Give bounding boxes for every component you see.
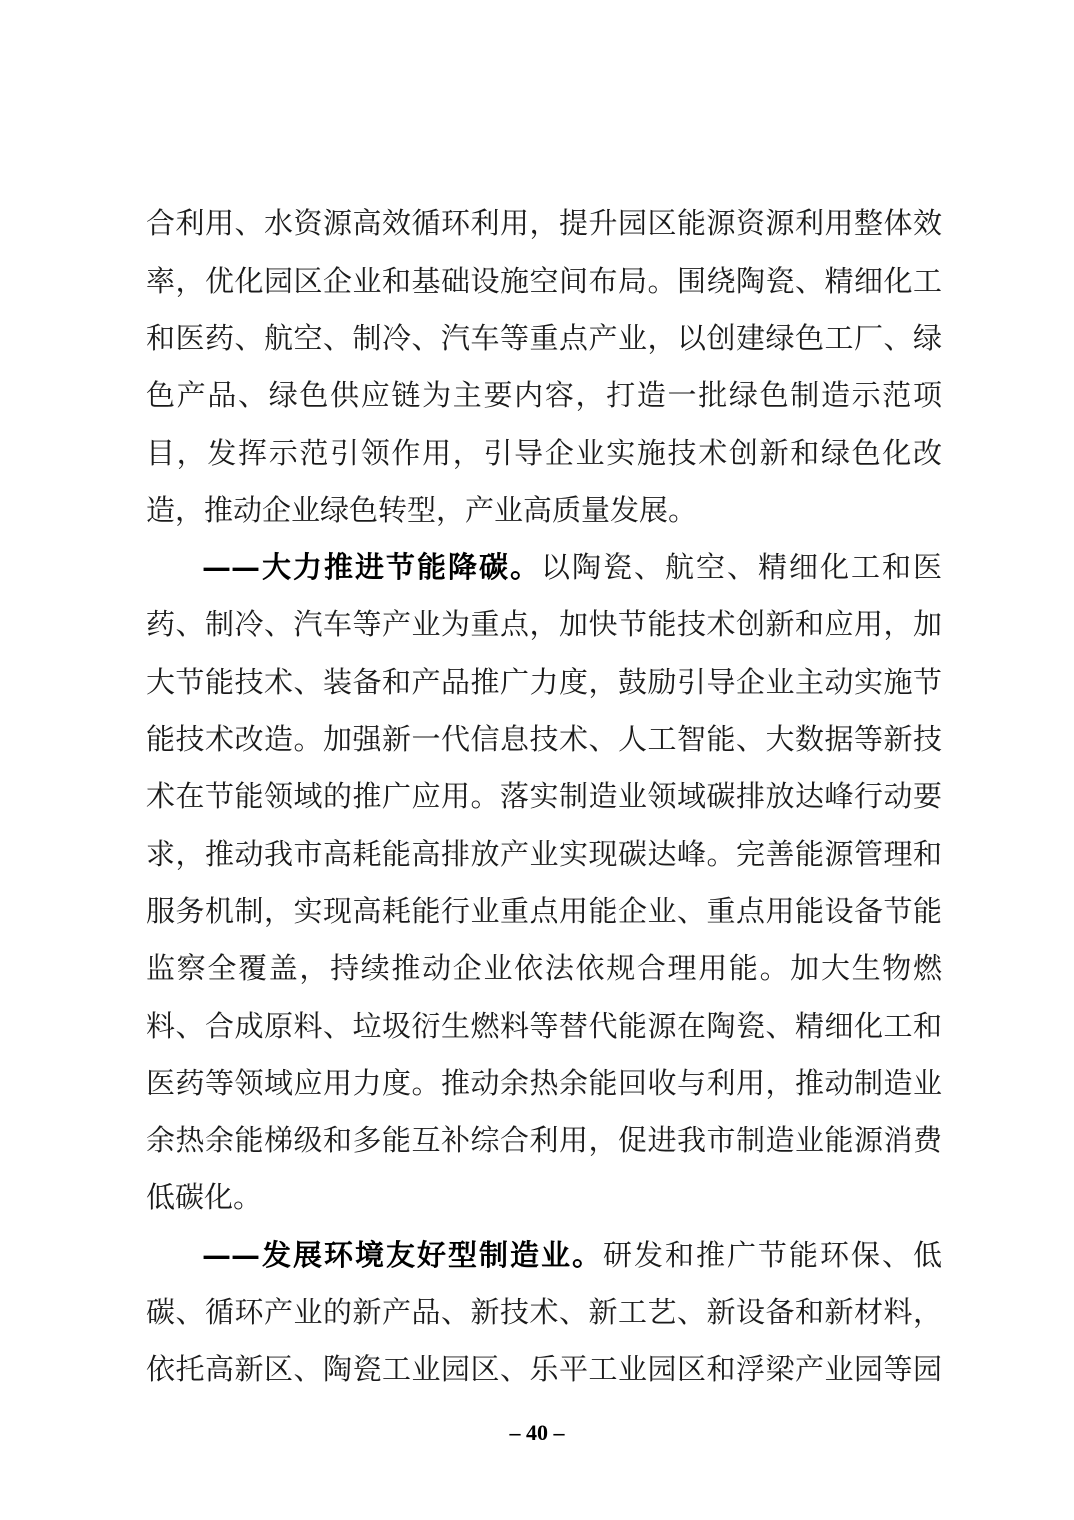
text-line: 目，发挥示范引领作用，引导企业实施技术创新和绿色化改 xyxy=(146,436,942,470)
text-line: 碳、循环产业的新产品、新技术、新工艺、新设备和新材料， xyxy=(146,1295,942,1329)
text-line: 能技术改造。加强新一代信息技术、人工智能、大数据等新技 xyxy=(146,722,942,756)
text-run: 以陶瓷、航空、精细化工和医 xyxy=(541,550,942,584)
text-line: 大节能技术、装备和产品推广力度，鼓励引导企业主动实施节 xyxy=(146,665,942,699)
text-line: 低碳化。 xyxy=(146,1180,263,1214)
text-line: 依托高新区、陶瓷工业园区、乐平工业园区和浮梁产业园等园 xyxy=(146,1352,942,1386)
text-line: 术在节能领域的推广应用。落实制造业领域碳排放达峰行动要 xyxy=(146,779,942,813)
text-line: 色产品、绿色供应链为主要内容，打造一批绿色制造示范项 xyxy=(146,378,942,412)
page-number: – 40 – xyxy=(509,1420,565,1445)
text-line: 监察全覆盖，持续推动企业依法依规合理用能。加大生物燃 xyxy=(146,951,942,985)
text-line: 合利用、水资源高效循环利用，提升园区能源资源利用整体效 xyxy=(146,206,942,240)
text-run: 研发和推广节能环保、低 xyxy=(602,1238,942,1272)
text-line: 药、制冷、汽车等产业为重点，加快节能技术创新和应用，加 xyxy=(146,607,942,641)
paragraph-first-line xyxy=(202,547,942,587)
text-line: 和医药、航空、制冷、汽车等重点产业，以创建绿色工厂、绿 xyxy=(146,321,942,355)
text-line: 求，推动我市高耗能高排放产业实现碳达峰。完善能源管理和 xyxy=(146,837,942,871)
text-line: 料、合成原料、垃圾衍生燃料等替代能源在陶瓷、精细化工和 xyxy=(146,1009,942,1043)
paragraph-heading: ——发展环境友好型制造业。 xyxy=(202,1238,603,1272)
text-line: 造，推动企业绿色转型，产业高质量发展。 xyxy=(146,493,698,527)
paragraph-first-line xyxy=(202,1235,942,1275)
text-line: 服务机制，实现高耗能行业重点用能企业、重点用能设备节能 xyxy=(146,894,942,928)
text-line: 余热余能梯级和多能互补综合利用，促进我市制造业能源消费 xyxy=(146,1123,942,1157)
text-line: 率，优化园区企业和基础设施空间布局。围绕陶瓷、精细化工 xyxy=(146,264,942,298)
paragraph-heading: ——大力推进节能降碳。 xyxy=(202,550,541,584)
text-line: 医药等领域应用力度。推动余热余能回收与利用，推动制造业 xyxy=(146,1066,942,1100)
